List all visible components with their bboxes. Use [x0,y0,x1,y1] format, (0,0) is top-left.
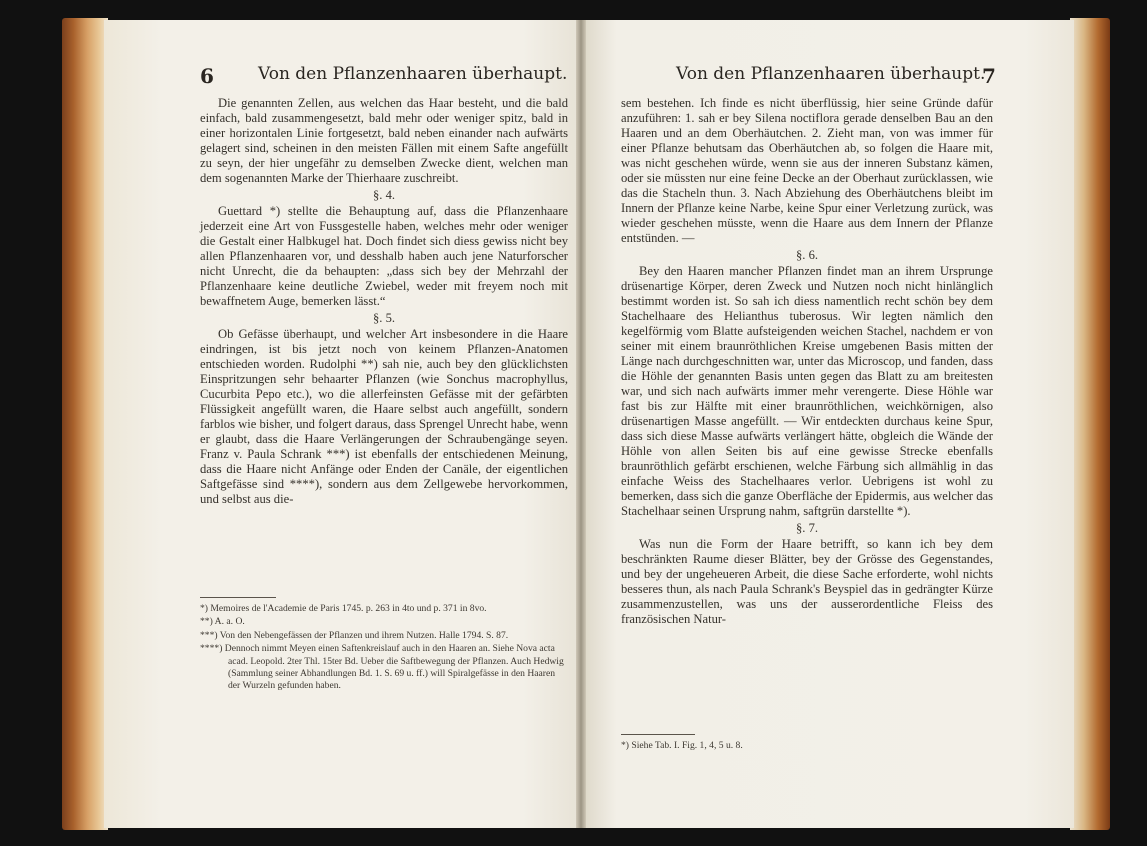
page-edges-left [62,18,108,830]
paragraph: Die genannten Zellen, aus welchen das Haar besteht, und die bald einfach, bald zusammengesetzt, bald mehr oder weniger spitz, bald in einer horizontalen Linie fortgesetzt, bald neben einander nach aufwärts gelagert sind, scheinen in den meisten Fällen mit einem Safte angefüllt zu seyn, der hier ungefähr zu demselben Zwecke dient, welchen man dem sogenannten Marke der Thierhaare zuschreibt. [200,96,568,185]
footnote: **) A. a. O. [200,616,245,628]
left-body-text [200,96,568,507]
footnote: *) Siehe Tab. I. Fig. 1, 4, 5 u. 8. [621,740,743,751]
book-gutter [576,20,586,828]
right-footnotes [621,740,993,753]
paragraph: sem bestehen. Ich finde es nicht überflüssig, hier seine Gründe dafür anzuführen: 1. sah er bey Silena noctiflora gerade denselben Bau an den Haaren und an dem Oberhäutchen. 2. Zieht man, von was immer für einer Pflanze behutsam das Oberhäutchen ab, so folgen die Haare mit, was nicht geschehen würde, wenn sie aus der inneren Substanz kämen, oder sie müssten nur eine feine Decke an der Oberhaut zurücklassen, wie das die Stacheln thun. 3. Nach Abziehung des Oberhäutchens bleibt im Innern der Pflanze keine Narbe, keine Spur einer Verletzung zurück, was wieder geschehen müsste, wenn die Haare aus dem Innern der Pflanze entstünden. — [621,96,993,245]
left-footnotes [200,603,568,694]
footnote: *) Memoires de l'Academie de Paris 1745. p. 263 in 4to und p. 371 in 8vo. [200,603,487,614]
page-number-right: 7 [982,64,996,88]
section-heading: §. 6. [795,248,819,262]
section-heading: §. 4. [372,188,396,202]
paragraph: Ob Gefässe überhaupt, und welcher Art insbesondere in die Haare eindringen, ist bis jetzt noch von keinem Pflanzen-Anatomen entschieden worden. Rudolphi **) sah nie, auch bey den glücklichsten Einspritzungen sehr behaarter Pflanzen (wie Sonchus macrophyllus, Cucurbita Pepo etc.), wo die allerfeinsten Gefässe mit der gefärbten Flüssigkeit angefüllt waren, die Haare selbst auch angefüllt, sondern farblos wie bisher, und folgert daraus, dass Sprengel Unrecht habe, wenn er glaubt, dass die Haare Verlängerungen der Schraubengänge seyen. Franz v. Paula Schrank ***) ist ebenfalls der entschiedenen Meinung, dass die Haare nicht Anfänge oder Enden der Canäle, der eigentlichen Saftgefässe sind ****), sondern aus dem Zellgewebe hervorkommen, und selbst aus die- [200,327,568,506]
paragraph: Was nun die Form der Haare betrifft, so kann ich bey dem beschränkten Raume dieser Blätter, bey der Grösse des Gegenstandes, und bey der ungeheueren Arbeit, die diese Sache erforderte, wohl nichts besseres thun, als nach Paula Schrank's Beyspiel das in gedrängter Kürze zusammenzustellen, was uns der ausserordentliche Fleiss des französischen Natur- [621,537,993,626]
paragraph: Bey den Haaren mancher Pflanzen findet man an ihrem Ursprunge drüsenartige Körper, deren Zweck und Nutzen noch nicht hinlänglich bestimmt worden ist. So sah ich diess namentlich recht schön bey dem Stachelhaare des Helianthus tuberosus. Wir legten nämlich den kegelförmig vom Blatte aufsteigenden weichen Stachel, nachdem er von seiner mit einem braunröthlichen Kreise umgebenen Basis mitten der Länge nach durchgeschnitten war, unter das Microscop, und fanden, dass die Höhle der genannten Basis unten gegen das Blatt zu am breitesten war, und sich nach aufwärts immer mehr verengerte. Diese Höhle war fast bis zur Hälfte mit einer braunröthlichen, weichkörnigen, also drüsenartigen Masse angefüllt. — Wir entdeckten durchaus keine Spur, dass sich diese Masse aufwärts verlängert hätte, obgleich die Wände der Höhle von allen Seiten bis auf eine gewisse Strecke ebenfalls braunröthlich gefärbt erschienen, welche Färbung sich allmählig in das einfache Weiss des Stachelhaares verlor. Uebrigens ist wohl zu bemerken, dass sich die ganze Oberfläche der Epidermis, aus welcher das Stachelhaar seinen Ursprung nahm, saftgrün darstellte *). [621,264,993,518]
right-body-text [621,96,993,627]
section-heading: §. 5. [372,311,396,325]
footnote: ***) Von den Nebengefässen der Pflanzen und ihrem Nutzen. Halle 1794. S. 87. [200,629,509,641]
page-number-left: 6 [200,64,214,88]
page-edges-right [1070,18,1110,830]
paragraph: Guettard *) stellte die Behauptung auf, dass die Pflanzenhaare jederzeit eine Art von Fussgestelle haben, welches mehr oder weniger die Gestalt einer Halbkugel hat. Doch findet sich diess gewiss nicht bey allen Pflanzenhaaren vor, und desshalb haben auch jene Naturforscher nicht Unrecht, die da behaupten: „dass sich bey der Mehrzahl der Pflanzenhaare keine deutliche Zwiebel, weder mit freyem noch mit bewaffnetem Auge, bemerken lässt.“ [200,204,568,308]
running-head-right: Von den Pflanzenhaaren überhaupt. [676,64,986,84]
section-heading: §. 7. [795,521,819,535]
footnote: ****) Dennoch nimmt Meyen einen Saftenkreislauf auch in den Haaren an. Siehe Nova acta acad. Leopold. 2ter Thl. 15ter Bd. Ueber die Saftbewegung der Pflanzen. Auch Hedwig (Sammlung seiner Abhandlungen Bd. 1. S. 69 u. ff.) will Spiralgefässe in den Haaren der Wurzeln gefunden haben. [200,643,564,692]
footnote-rule-left [200,597,276,598]
running-head-left: Von den Pflanzenhaaren überhaupt. [258,64,568,84]
footnote-rule-right [621,734,695,735]
